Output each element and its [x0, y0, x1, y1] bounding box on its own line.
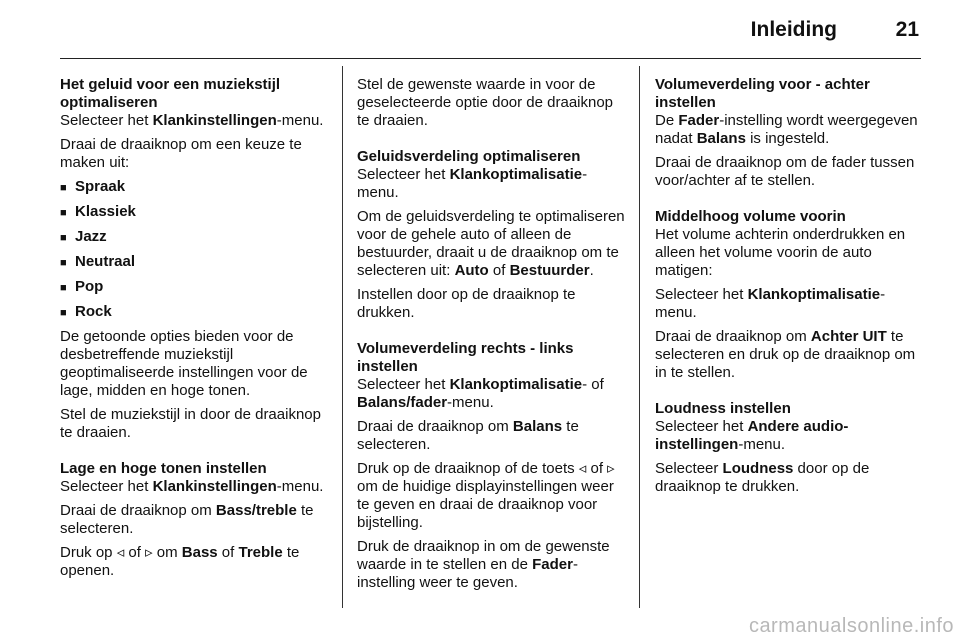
- column-2: [357, 76, 625, 598]
- menu-term: Balans/fader: [357, 394, 448, 411]
- menu-term: Achter UIT: [810, 328, 887, 345]
- paragraph: Selecteer het Klankoptimalisatie-menu.: [655, 286, 886, 321]
- paragraph: Om de geluidsverdeling te optimaliseren voor de gehele auto of alleen de bestuurder, draait u de draaiknop om te selecteren uit: Auto of Bestuurder.: [357, 208, 625, 279]
- watermark: carmanualsonline.info: [748, 615, 954, 637]
- menu-term: Klankinstellingen: [152, 478, 277, 495]
- menu-term: Klankinstellingen: [152, 112, 277, 129]
- page-header: [60, 0, 921, 60]
- paragraph: Selecteer het Klankoptimalisatie- of Balans/fader-menu.: [357, 376, 604, 411]
- menu-term: Fader: [678, 112, 720, 129]
- paragraph: Selecteer het Andere audio-instellingen-menu.: [655, 418, 849, 453]
- menu-term: Balans: [512, 418, 563, 435]
- section-heading: Volumeverdeling voor - achter instellen: [655, 76, 870, 111]
- page-number: 21: [895, 18, 919, 41]
- paragraph: Stel de muziekstijl in door de draaiknop te draaien.: [60, 406, 321, 441]
- menu-term: Andere audio-instellingen: [655, 418, 849, 453]
- paragraph: Draai de draaiknop om een keuze te maken uit:: [60, 136, 302, 171]
- header-rule: [60, 58, 921, 59]
- paragraph: Druk de draaiknop in om de gewenste waarde in te stellen en de Fader-instelling weer te geven.: [357, 538, 610, 591]
- paragraph: Selecteer het Klankoptimalisatie-menu.: [357, 166, 588, 201]
- menu-term: Klankoptimalisatie: [449, 376, 583, 393]
- section-heading: Lage en hoge tonen instellen: [60, 460, 267, 477]
- section-heading: Geluidsverdeling optimaliseren: [357, 148, 581, 165]
- menu-term: Bass: [181, 544, 218, 561]
- paragraph: Selecteer het Klankinstellingen-menu.: [60, 478, 324, 495]
- list-item: ■ Rock: [60, 303, 112, 320]
- paragraph: Draai de draaiknop om Bass/treble te selecteren.: [60, 502, 314, 537]
- column-divider: [639, 66, 640, 608]
- bullet-icon: ■: [60, 182, 67, 194]
- bullet-icon: ■: [60, 207, 67, 219]
- bullet-icon: ■: [60, 232, 67, 244]
- bullet-icon: ■: [60, 307, 67, 319]
- list-item: ■ Klassiek: [60, 203, 136, 220]
- paragraph: De Fader-instelling wordt weergegeven nadat Balans is ingesteld.: [655, 112, 918, 147]
- paragraph: Draai de draaiknop om Balans te selecteren.: [357, 418, 579, 453]
- paragraph: Selecteer Loudness door op de draaiknop te drukken.: [655, 460, 870, 495]
- column-divider: [342, 66, 343, 608]
- menu-term: Balans: [696, 130, 746, 147]
- menu-term: Auto: [454, 262, 489, 279]
- page-title: Inleiding: [750, 18, 837, 41]
- option-list: [60, 178, 328, 322]
- menu-term: Fader: [532, 556, 573, 573]
- menu-term: Treble: [238, 544, 283, 561]
- list-item: ■ Neutraal: [60, 253, 136, 270]
- section-heading: Loudness instellen: [655, 400, 791, 417]
- section-heading: Het geluid voor een muziekstijl optimaliseren: [60, 76, 281, 111]
- menu-term: Klankoptimalisatie: [449, 166, 583, 183]
- menu-term: Loudness: [722, 460, 794, 477]
- menu-term: Bestuurder: [509, 262, 590, 279]
- paragraph: De getoonde opties bieden voor de desbetreffende muziekstijl geoptimaliseerde instellingen voor de lage, midden en hoge tonen.: [60, 328, 308, 399]
- column-3: [655, 76, 923, 502]
- paragraph: Stel de gewenste waarde in voor de geselecteerde optie door de draaiknop te draaien.: [357, 76, 614, 129]
- menu-term: Bass/treble: [215, 502, 297, 519]
- text: -menu.: [276, 112, 324, 129]
- menu-term: Klankoptimalisatie: [747, 286, 881, 303]
- list-item: ■ Spraak: [60, 178, 126, 195]
- list-item: ■ Jazz: [60, 228, 107, 245]
- section-heading: Volumeverdeling rechts - links instellen: [357, 340, 574, 375]
- bullet-icon: ■: [60, 282, 67, 294]
- paragraph: Druk op de draaiknop of de toets ◃ of ▹ om de huidige displayinstellingen weer te geven en draai de draaiknop voor bijstelling.: [357, 460, 615, 531]
- text: Selecteer het: [60, 112, 153, 129]
- paragraph: Draai de draaiknop om Achter UIT te selecteren en druk op de draaiknop om in te stellen.: [655, 328, 916, 381]
- paragraph: Draai de draaiknop om de fader tussen voor/achter af te stellen.: [655, 154, 915, 189]
- section-heading: Middelhoog volume voorin: [655, 208, 846, 225]
- paragraph: [60, 112, 328, 130]
- list-item: ■ Pop: [60, 278, 104, 295]
- column-1: [60, 76, 328, 586]
- paragraph: Instellen door op de draaiknop te drukken.: [357, 286, 576, 321]
- bullet-icon: ■: [60, 257, 67, 269]
- paragraph: Druk op ◃ of ▹ om Bass of Treble te openen.: [60, 544, 300, 579]
- paragraph: Het volume achterin onderdrukken en alleen het volume voorin de auto matigen:: [655, 226, 906, 279]
